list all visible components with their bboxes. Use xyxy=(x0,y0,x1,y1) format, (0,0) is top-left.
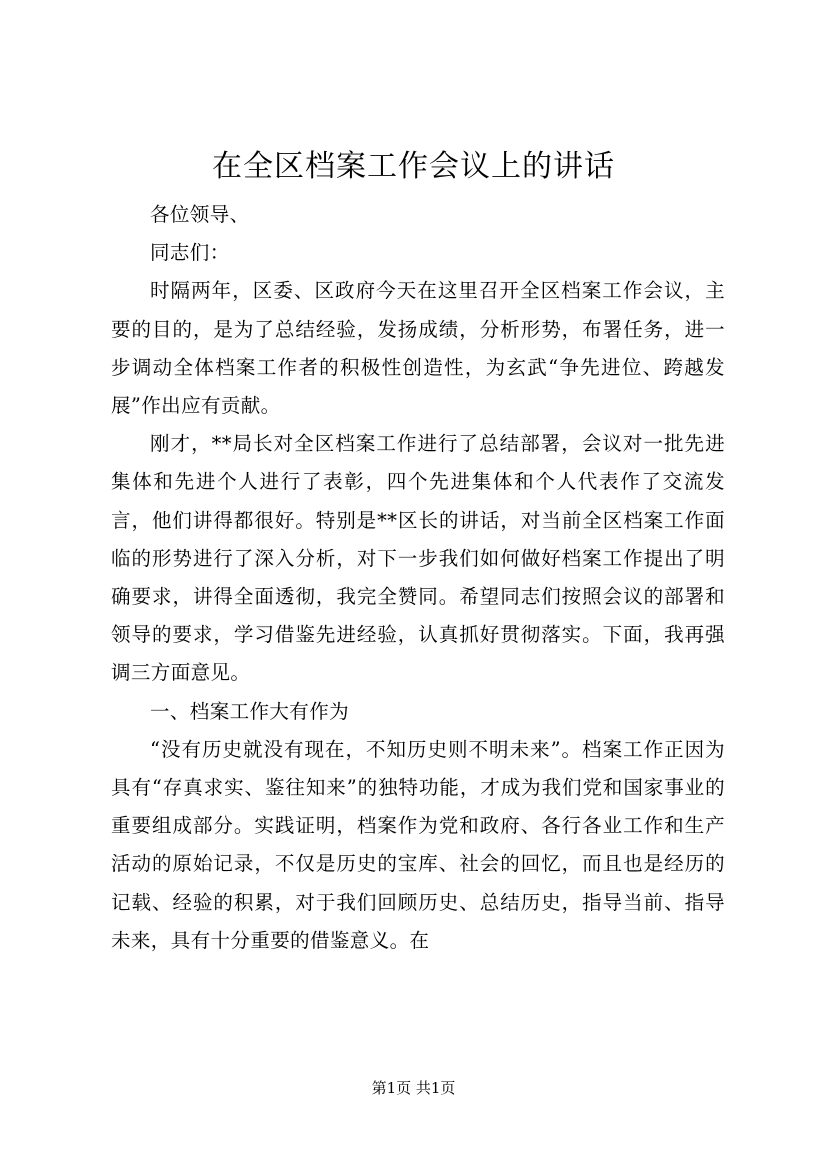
page-footer: 第1页 共1页 xyxy=(371,1079,456,1097)
body-paragraph: 刚才，**局长对全区档案工作进行了总结部署，会议对一批先进集体和先进个人进行了表彰，四个先进集体和个人代表作了交流发言，他们讲得都很好。特别是**区长的讲话，对当前全区档案工作面临的形势进行了深入分析，对下一步我们如何做好档案工作提出了明确要求，讲得全面透彻，我完全赞同。希望同志们按照会议的部署和领导的要求，学习借鉴先进经验，认真抓好贯彻落实。下面，我再强调三方面意见。 xyxy=(111,432,725,685)
document-body xyxy=(111,196,725,960)
salutation-line-2: 同志们： xyxy=(150,241,230,265)
section-heading: 一、档案工作大有作为 xyxy=(150,699,350,723)
salutation-line-1: 各位领导、 xyxy=(150,203,250,226)
body-paragraph: “没有历史就没有现在，不知历史则不明未来”。档案工作正因为具有“存真求实、鉴往知来”的独特功能，才成为我们党和国家事业的重要组成部分。实践证明，档案作为党和政府、各行各业工作和生产活动的原始记录，不仅是历史的宝库、社会的回忆，而且也是经历的记载、经验的积累，对于我们回顾历史、总结历史，指导当前、指导未来，具有十分重要的借鉴意义。在 xyxy=(111,737,725,952)
document-title: 在全区档案工作会议上的讲话 xyxy=(212,149,615,184)
body-paragraph: 时隔两年，区委、区政府今天在这里召开全区档案工作会议，主要的目的，是为了总结经验，发扬成绩，分析形势，布署任务，进一步调动全体档案工作者的积极性创造性，为玄武“争先进位、跨越发展”作出应有贡献。 xyxy=(111,279,725,418)
